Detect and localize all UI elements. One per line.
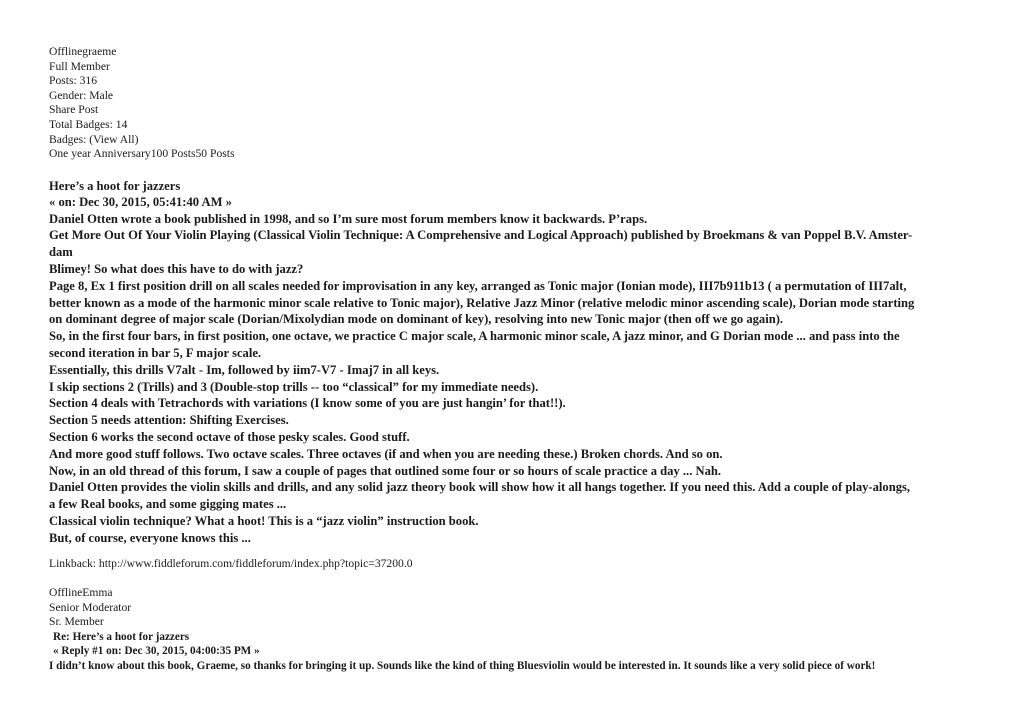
post-date: « on: Dec 30, 2015, 05:41:40 AM » <box>49 195 232 210</box>
post-line: better known as a mode of the harmonic minor scale relative to Tonic major), Relative Jazz Minor (relative melodic minor ascending scale), Dorian mode starting <box>49 295 915 310</box>
post-line: Daniel Otten provides the violin skills and drills, and any solid jazz theory book will show how it all hangs together. If you need this. Add a couple of play-alongs, <box>49 480 911 495</box>
post-line: Now, in an old thread of this forum, I saw a couple of pages that outlined some four or so hours of scale practice a day ... Nah. <box>49 463 722 478</box>
post-body: I didn’t know about this book, Graeme, so thanks for bringing it up. Sounds like the kind of thing Bluesviolin would be interested in. It sounds like a very solid piece of work! <box>49 659 876 672</box>
post-line: Section 5 needs attention: Shifting Exercises. <box>49 413 289 428</box>
post-date: « Reply #1 on: Dec 30, 2015, 04:00:35 PM » <box>53 645 260 658</box>
total-badges: Total Badges: 14 <box>49 117 128 131</box>
poster-name[interactable]: Offlinegraeme <box>49 45 117 58</box>
post-line: Daniel Otten wrote a book published in 1998, and so I’m sure most forum members know it backwards. P’raps. <box>49 211 648 226</box>
post-line: dam <box>49 245 73 260</box>
post-line: But, of course, everyone knows this ... <box>49 530 251 545</box>
post-line: a few Real books, and some gigging mates ... <box>49 497 287 512</box>
post-count: Posts: 316 <box>49 74 97 88</box>
post1-meta <box>49 45 979 162</box>
member-role: Senior Moderator <box>49 600 132 614</box>
poster-name[interactable]: OfflineEmma <box>49 586 113 599</box>
post-line: So, in the first four bars, in first position, one octave, we practice C major scale, A harmonic minor scale, A jazz minor, and G Dorian mode ... and pass into the <box>49 329 900 344</box>
post-line: on dominant degree of major scale (Dorian/Mixolydian mode on dominant of key), resolving into new Tonic major (then off we go again). <box>49 312 784 327</box>
share-post-link[interactable]: Share Post <box>49 103 99 117</box>
post-line: And more good stuff follows. Two octave scales. Three octaves (if and when you are needing these.) Broken chords. And so on. <box>49 446 723 461</box>
linkback-link[interactable]: Linkback: http://www.fiddleforum.com/fiddleforum/index.php?topic=37200.0 <box>49 557 413 570</box>
post-line: Essentially, this drills V7alt - Im, followed by iim7-V7 - Imaj7 in all keys. <box>49 362 440 377</box>
post2-block <box>49 586 979 673</box>
member-rank: Full Member <box>49 59 110 73</box>
post-line: Page 8, Ex 1 first position drill on all scales needed for improvisation in any key, arranged as Tonic major (Ionian mode), III7b911b13 ( a permutation of III7alt, <box>49 278 907 293</box>
gender: Gender: Male <box>49 88 114 102</box>
post-line: Blimey! So what does this have to do with jazz? <box>49 261 304 276</box>
post-line: Section 6 works the second octave of those pesky scales. Good stuff. <box>49 429 410 444</box>
post-line: I skip sections 2 (Trills) and 3 (Double-stop trills -- too “classical” for my immediate needs). <box>49 379 539 394</box>
post-line: Get More Out Of Your Violin Playing (Classical Violin Technique: A Comprehensive and Logical Approach) published by Broekmans & van Poppel B.V. Amster- <box>49 228 913 243</box>
badge-list: One year Anniversary100 Posts50 Posts <box>49 147 235 161</box>
badges-view-all-link[interactable]: Badges: (View All) <box>49 132 139 146</box>
post1-content <box>49 178 979 547</box>
post-title[interactable]: Here’s a hoot for jazzers <box>49 179 181 193</box>
post-title[interactable]: Re: Here’s a hoot for jazzers <box>53 630 190 643</box>
post-line: Section 4 deals with Tetrachords with variations (I know some of you are just hangin’ for that!!). <box>49 396 566 411</box>
post-line: second iteration in bar 5, F major scale. <box>49 345 262 360</box>
post-line: Classical violin technique? What a hoot! This is a “jazz violin” instruction book. <box>49 513 479 528</box>
member-rank: Sr. Member <box>49 615 104 629</box>
